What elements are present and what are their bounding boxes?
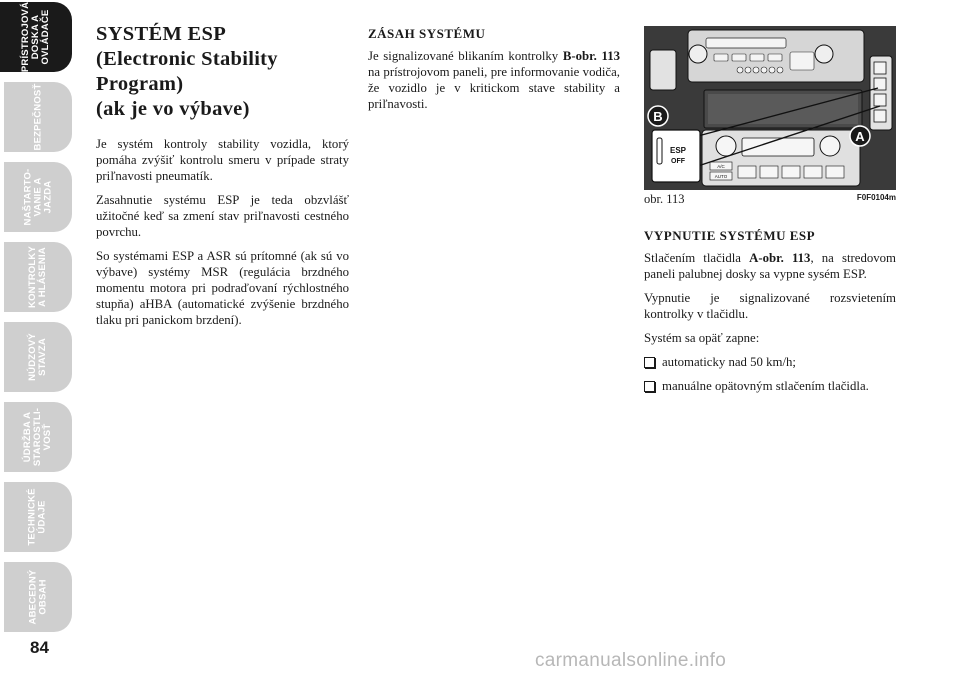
marker-b-label: B <box>653 109 663 124</box>
checkbox-bullet-icon <box>644 381 655 392</box>
tab-label: TECHNICKÉ ÚDAJE <box>27 488 48 546</box>
bullet-list <box>644 354 896 394</box>
list-item <box>644 354 896 370</box>
section-heading: VYPNUTIE SYSTÉMU ESP <box>644 228 816 243</box>
column-esp-disable <box>644 228 896 402</box>
title-line: (Electronic Stability <box>96 48 278 70</box>
title-line: Program) <box>96 73 184 95</box>
tab-nastartovanie[interactable] <box>4 162 72 232</box>
figure-reference[interactable]: A-obr. 113 <box>749 251 811 265</box>
marker-b <box>648 106 668 126</box>
esp-label: ESP <box>669 146 687 155</box>
paragraph: Systém sa opäť zapne: <box>644 331 760 345</box>
figure-caption <box>644 192 896 206</box>
off-label: OFF <box>671 158 685 165</box>
title-line: (ak je vo výbave) <box>96 98 250 120</box>
title-line: SYSTÉM ESP <box>96 23 227 45</box>
page-number: 84 <box>30 638 49 657</box>
chapter-tabs <box>0 0 76 640</box>
dashboard-drawing <box>644 26 896 190</box>
column-system-intervention <box>368 26 620 120</box>
tab-kontrolky[interactable] <box>4 242 72 312</box>
tab-bezpecnost[interactable] <box>4 82 72 152</box>
column-esp-intro <box>96 22 349 336</box>
tab-label: BEZPEČNOSŤ <box>32 83 43 151</box>
tab-label: ABECEDNÝ OBSAH <box>26 569 48 625</box>
figure-code: F0F0104m <box>856 193 896 202</box>
tab-technicke-udaje[interactable] <box>4 482 72 552</box>
watermark: carmanualsonline.info <box>535 650 727 671</box>
tab-nudzovy-stav[interactable] <box>4 322 72 392</box>
figure-dashboard-illustration <box>644 26 896 190</box>
ac-label: A/C <box>717 164 725 169</box>
text: na prístrojovom paneli, pre informovanie vodiča, že vozidlo je v kritickom stave stability a priľnavosti. <box>368 65 620 111</box>
section-heading: ZÁSAH SYSTÉMU <box>368 26 486 41</box>
tab-label: NAŠTARTO- VANIE A JAZDA <box>22 168 53 226</box>
tab-label: KONTROLKY A HLÁSENIA <box>27 246 48 308</box>
paragraph: Vypnutie je signalizované rozsvietením kontrolky v tlačidlu. <box>644 291 896 321</box>
paragraph: So systémami ESP a ASR sú prítomné (ak sú vo výbave) systémy MSR (regulácia brzdného momentu motora pri podraďovaní rýchlostného stupňa) aHBA (automatické zvýšenie brzdného tlaku pri panickom brzdení). <box>96 249 349 327</box>
tab-pristrojova-doska[interactable] <box>0 2 72 72</box>
figure-caption-text: obr. 113 <box>644 192 685 206</box>
list-item-text: automaticky nad 50 km/h; <box>662 355 796 369</box>
marker-a <box>850 126 870 146</box>
paragraph: Zasahnutie systému ESP je teda obzvlášť užitočné keď sa zmení stav priľnavosti cestného povrchu. <box>96 193 349 239</box>
tab-label: NÚDZOVÝ STAVZA <box>26 333 48 381</box>
list-item-text: manuálne opätovným stlačením tlačidla. <box>662 379 869 393</box>
list-item <box>644 378 896 394</box>
page-title <box>96 22 349 122</box>
tab-abecedny-obsah[interactable] <box>4 562 72 632</box>
text: Stlačením tlačidla <box>644 251 750 265</box>
text: , na stredovom paneli palubnej dosky sa vypne sysém ESP. <box>644 251 896 281</box>
tab-udrzba[interactable] <box>4 402 72 472</box>
tab-label: PRÍSTROJOVÁ DOSKA A OVLÁDAČE <box>19 1 51 73</box>
figure-reference[interactable]: B-obr. 113 <box>562 49 620 63</box>
paragraph <box>644 250 896 282</box>
paragraph: Je systém kontroly stability vozidla, ktorý pomáha zvýšiť kontrolu smeru v prípade straty priľnavosti pneumatík. <box>96 137 349 183</box>
paragraph <box>368 48 620 112</box>
marker-a-label: A <box>855 129 865 144</box>
text: Je signalizované blikaním kontrolky <box>368 49 563 63</box>
checkbox-bullet-icon <box>644 357 655 368</box>
auto-label: AUTO <box>714 174 728 179</box>
tab-label: ÚDRŽBA A STAROSTLI- VOSŤ <box>21 407 53 467</box>
